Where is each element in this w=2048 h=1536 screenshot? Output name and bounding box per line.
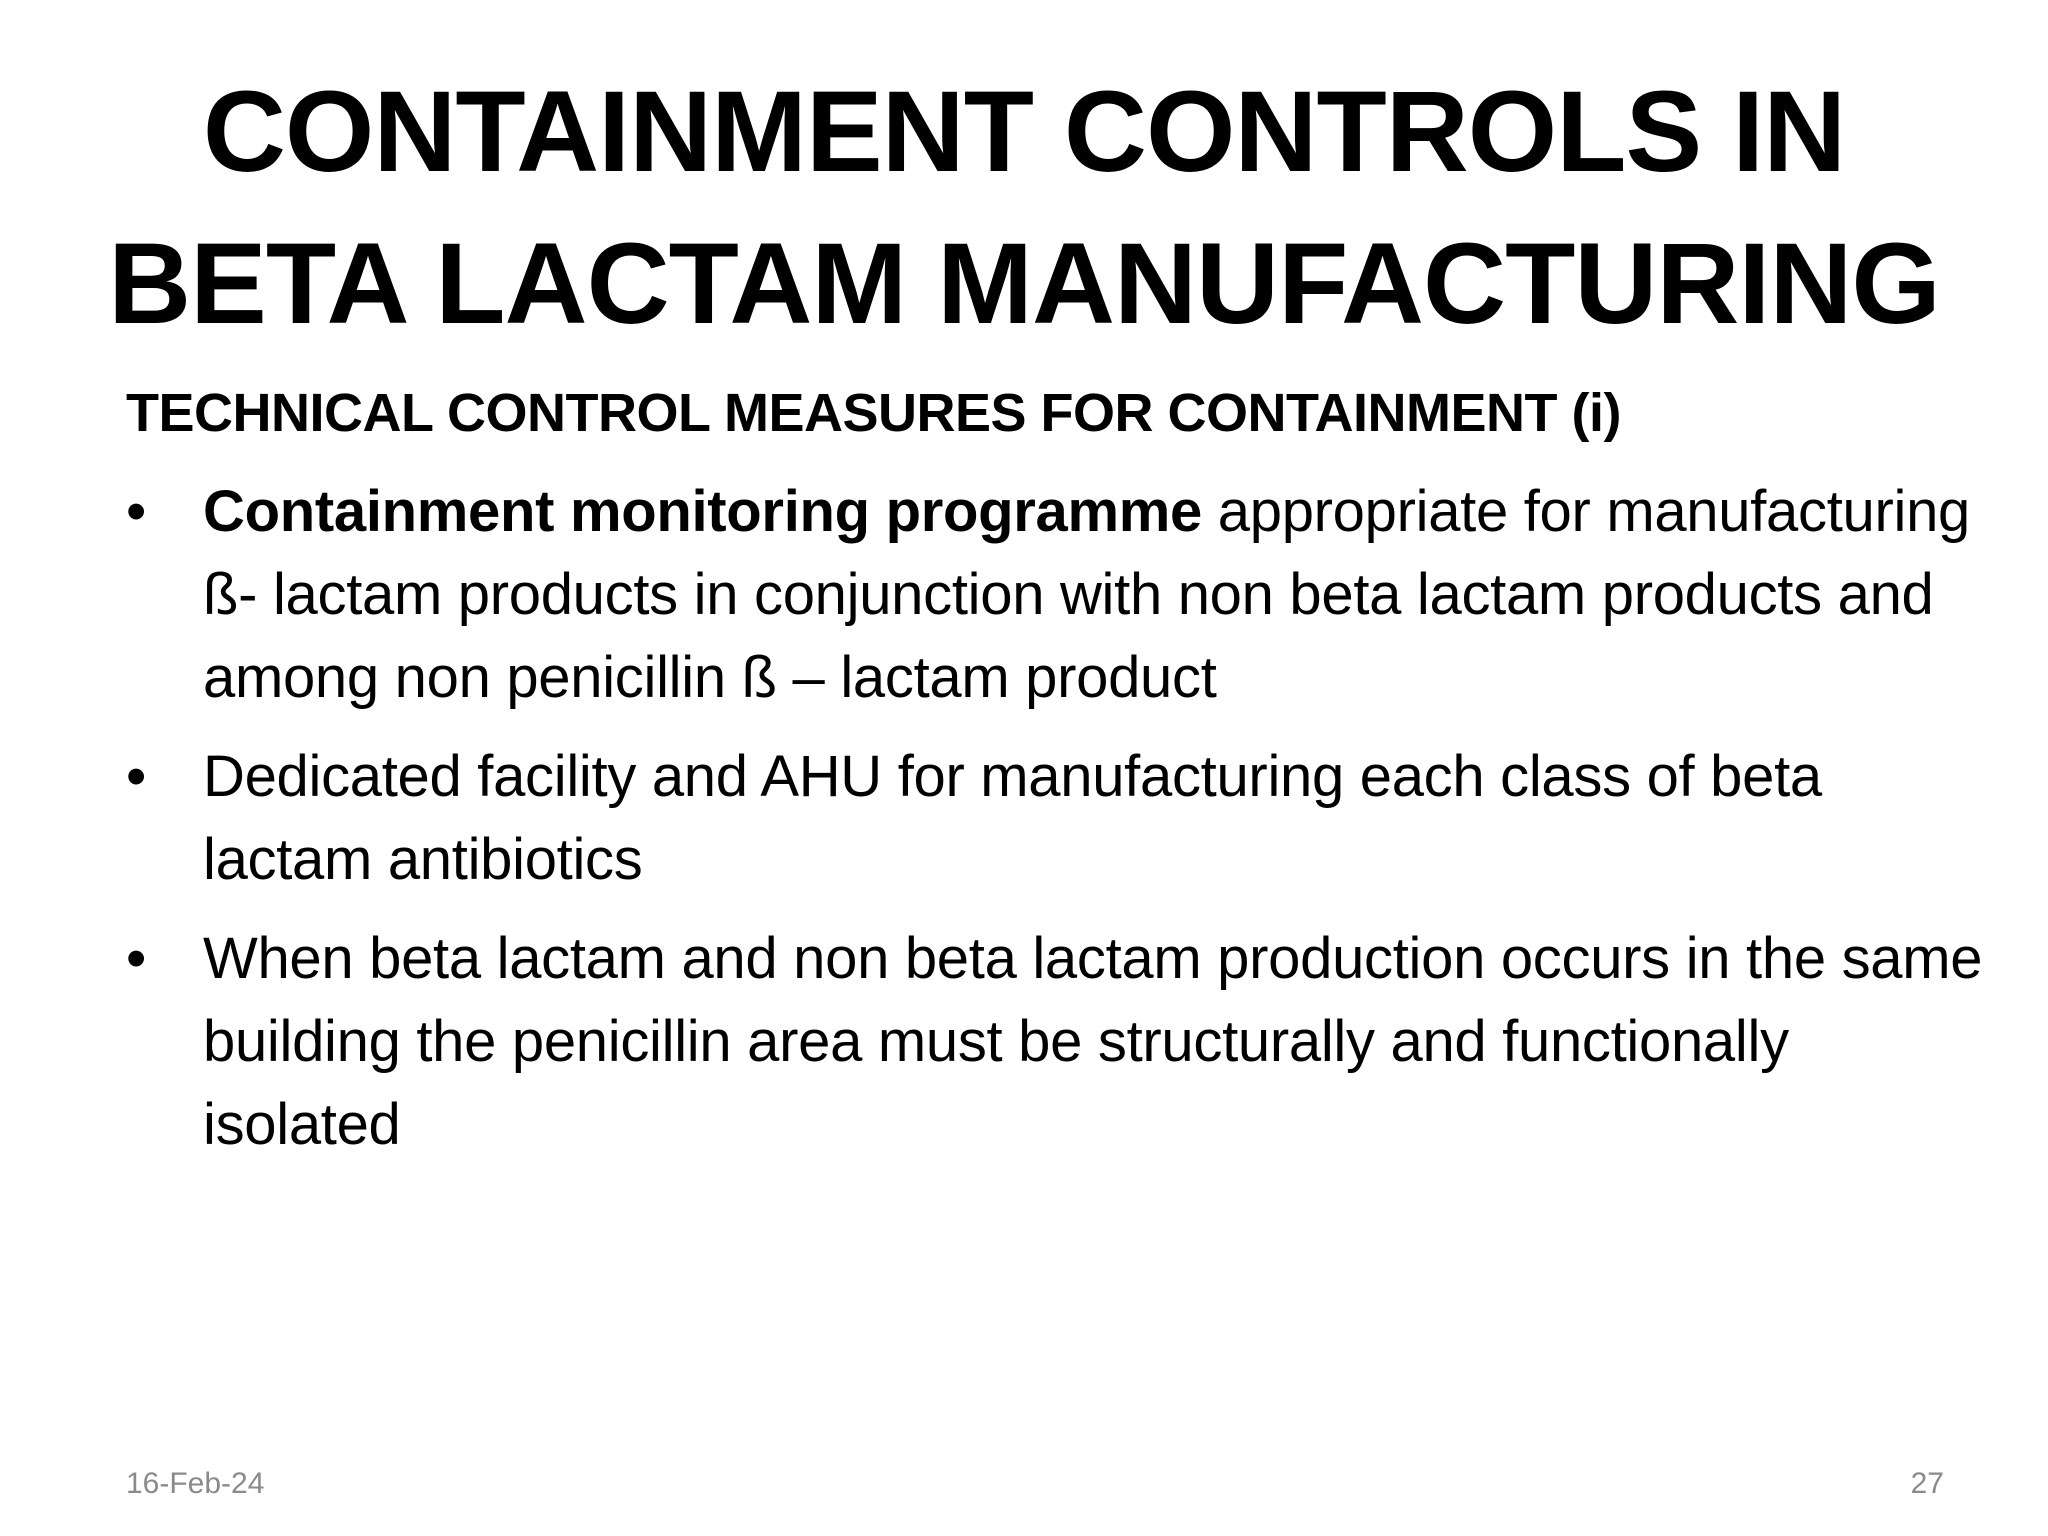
bullet-text: appropriate for manufacturing ß- lactam products in conjunction with non beta lactam products and among non penicillin ß – lactam product	[203, 479, 1970, 710]
slide-title-line-1: CONTAINMENT CONTROLS IN	[202, 68, 1846, 196]
footer-date: 16-Feb-24	[126, 1467, 265, 1500]
section-subheading: TECHNICAL CONTROL MEASURES FOR CONTAINMENT (i)	[126, 383, 1621, 443]
bullet-item	[126, 470, 1986, 719]
bullet-list	[126, 470, 1986, 1182]
footer-page-number: 27	[1910, 1467, 1944, 1500]
bullet-marker-icon: •	[126, 926, 147, 991]
bullet-marker-icon: •	[126, 744, 147, 809]
bullet-marker-icon: •	[126, 479, 147, 544]
bullet-item	[126, 917, 1986, 1166]
bullet-text: Dedicated facility and AHU for manufacturing each class of beta lactam antibiotics	[203, 744, 1822, 892]
slide-title	[0, 56, 2048, 360]
bullet-item	[126, 735, 1986, 901]
bullet-bold-text: Containment monitoring programme	[203, 479, 1202, 544]
slide-title-line-2: BETA LACTAM MANUFACTURING	[108, 220, 1940, 348]
bullet-text: When beta lactam and non beta lactam production occurs in the same building the penicillin area must be structurally and functionally isolated	[203, 926, 1983, 1157]
